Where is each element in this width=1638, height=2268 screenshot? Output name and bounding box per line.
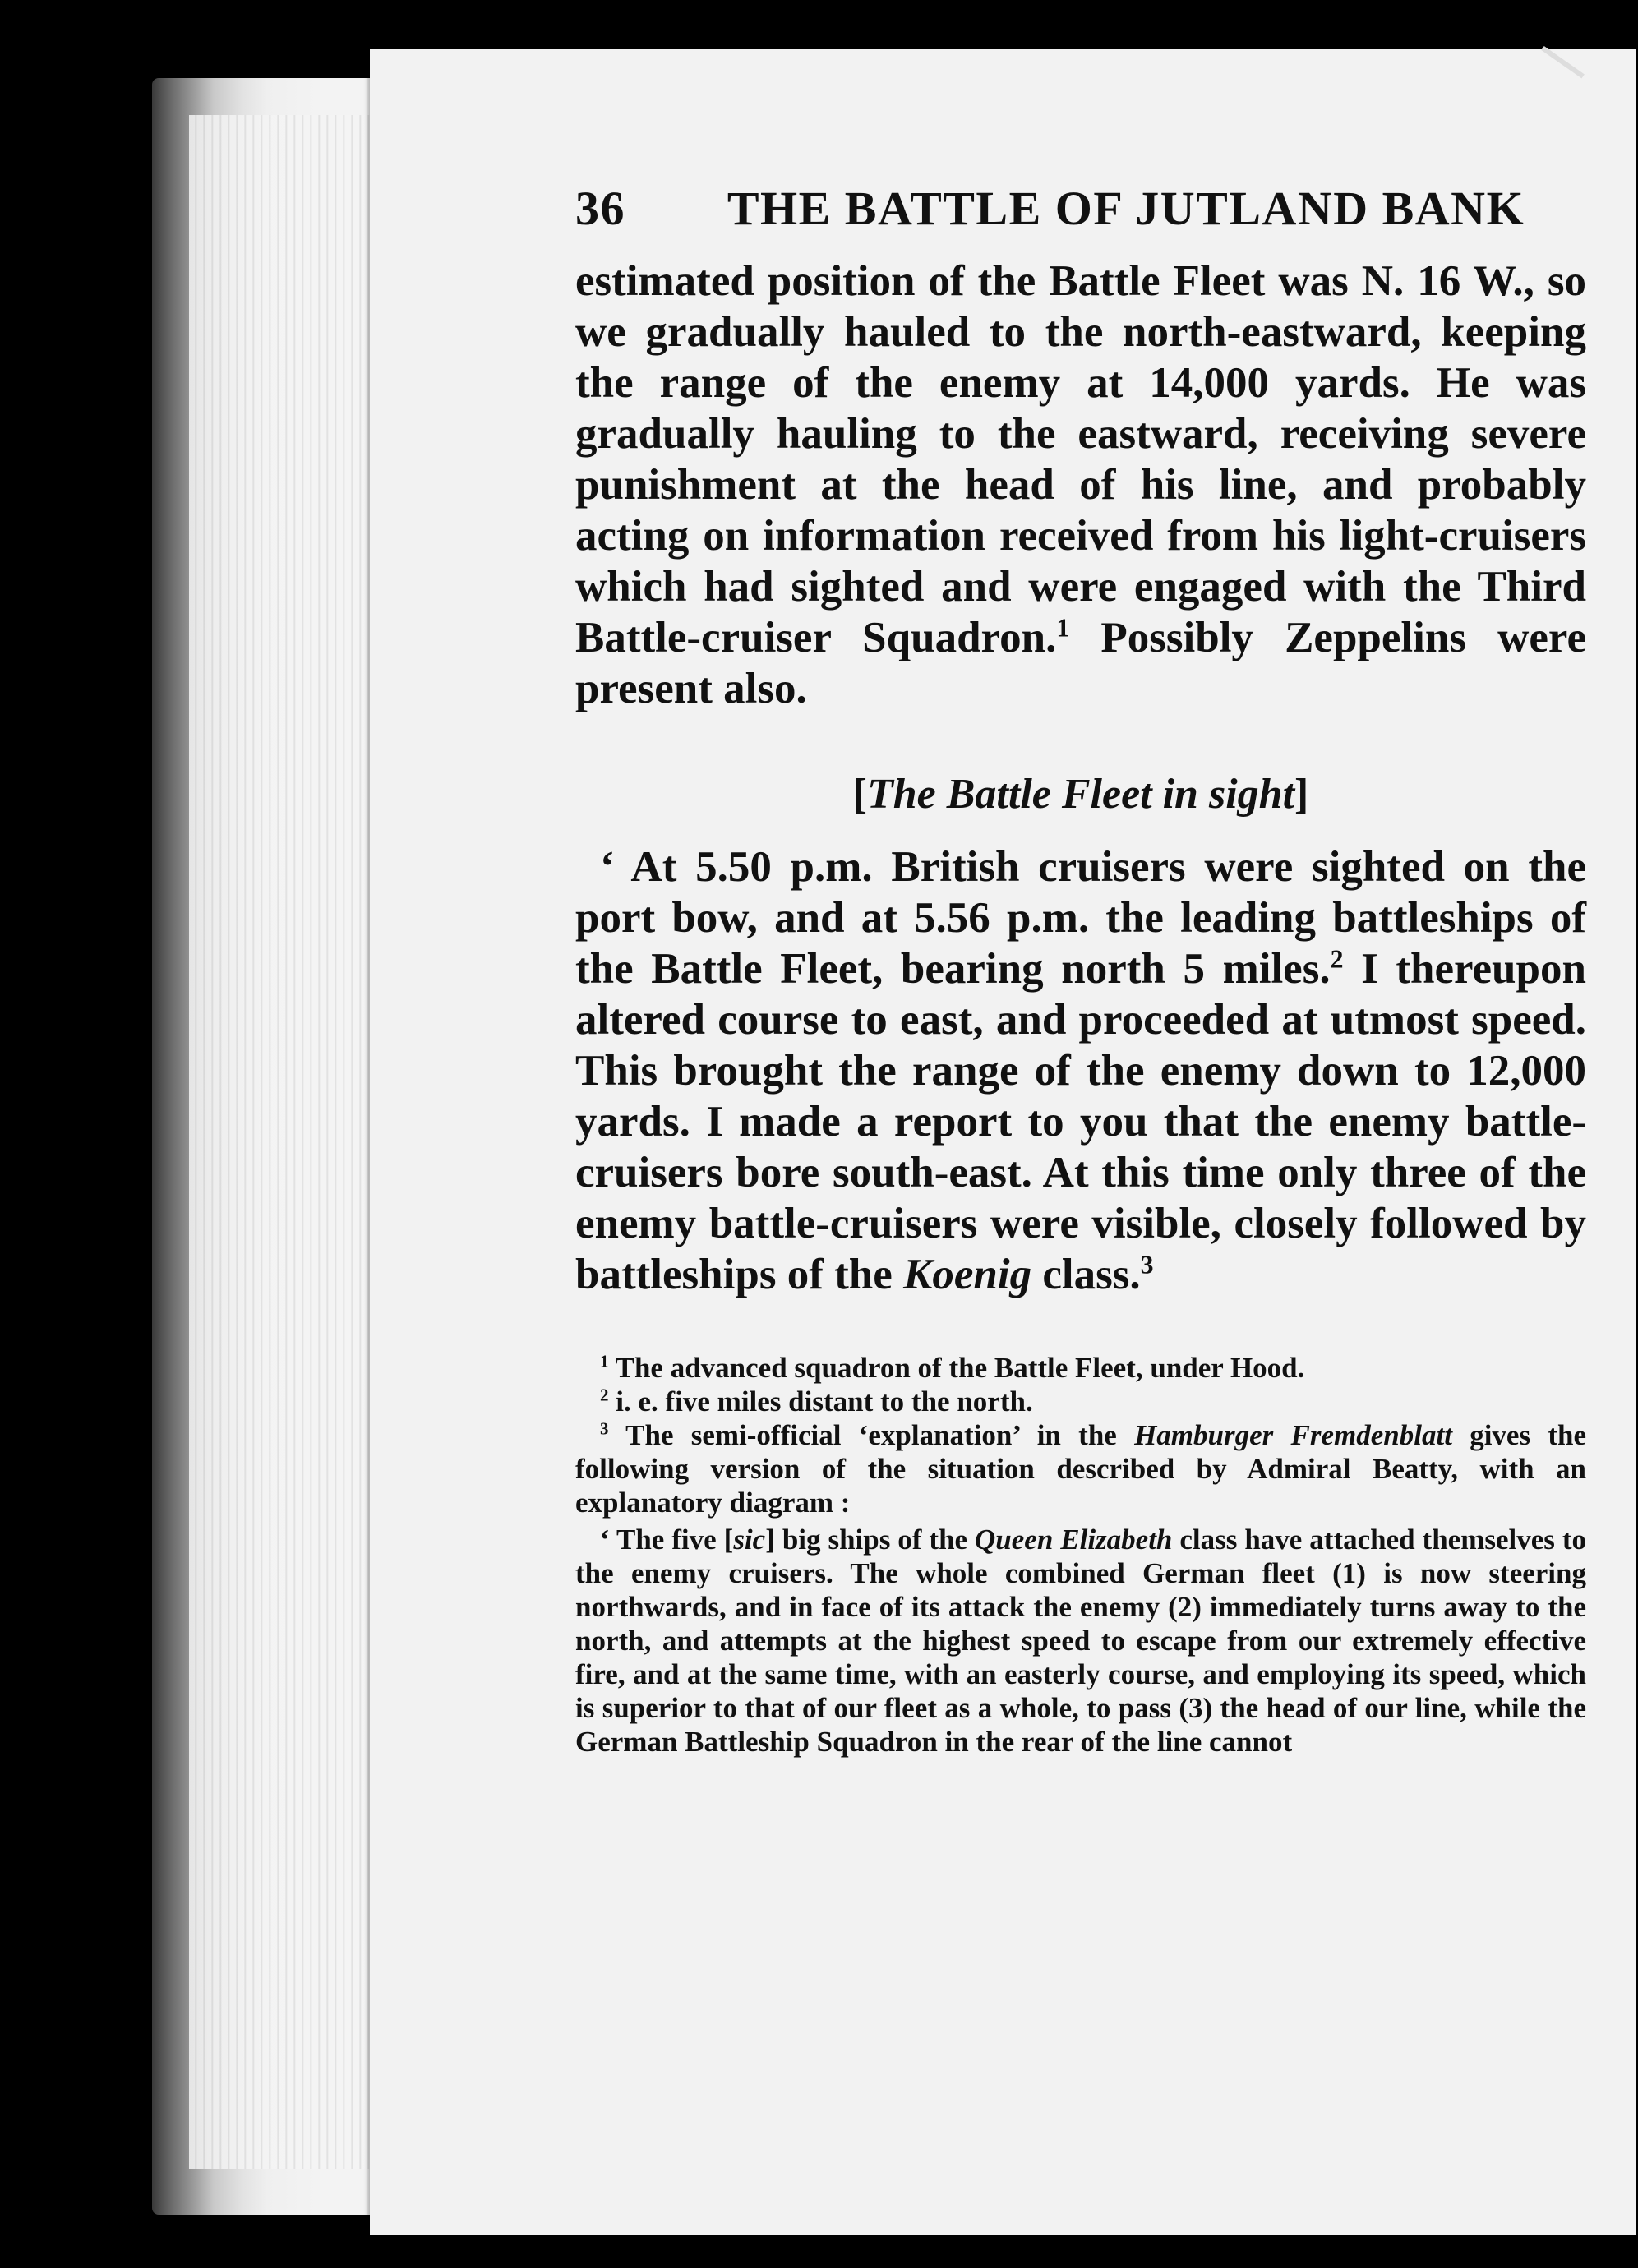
footnote-3-tail: gives the following version of the situation described by Admiral Beatty, with an explanatory diagram : — [575, 1419, 1586, 1519]
quote-text-a: ‘ The five [ — [600, 1524, 734, 1556]
footnote-3 — [575, 1418, 1586, 1519]
paragraph-2-italic: Koenig — [903, 1251, 1032, 1298]
page-content — [575, 181, 1586, 1759]
footnotes — [575, 1351, 1586, 1759]
footnote-3-quote — [575, 1523, 1586, 1759]
running-head — [575, 181, 1586, 236]
quote-text-c: class have attached themselves to the enemy cruisers. The whole combined German fleet (1) is now steering northwards, and in face of its attack the enemy (2) immediately turns away to the north, and attempts at the highest speed to escape from our extremely effective fire, and at the same time, with an easterly course, and employing its speed, which is superior to that of our fleet as a whole, to pass (3) the head of our line, while the German Battleship Squadron in the rear of the line cannot — [575, 1524, 1586, 1758]
footnote-1 — [575, 1351, 1586, 1385]
paragraph-2-end: class. — [1031, 1251, 1141, 1298]
section-heading: [The Battle Fleet in sight] — [852, 771, 1309, 818]
paragraph-2-text: ‘ At 5.50 p.m. British cruisers were sighted on the port bow, and at 5.56 p.m. the leading battleships of the Battle Fleet, bearing north 5 miles. — [575, 843, 1586, 993]
footnote-2 — [575, 1385, 1586, 1418]
page-number: 36 — [575, 182, 625, 235]
section-heading-text: The Battle Fleet in sight — [866, 771, 1295, 818]
footnote-ref-3: 3 — [1140, 1250, 1154, 1279]
footnote-3-italic: Hamburger Fremdenblatt — [1134, 1419, 1452, 1451]
paragraph-1 — [575, 256, 1586, 714]
footnote-3-mark: 3 — [600, 1418, 609, 1439]
running-title: THE BATTLE OF JUTLAND BANK — [727, 182, 1525, 235]
paragraph-2-middle: I thereupon altered course to east, and proceeded at utmost speed. This brought the range of the enemy down to 12,000 yards. I made a report to you that the enemy battle-cruisers bore south-east. At this time only three of the enemy battle-cruisers were visible, closely followed by battleships of the — [575, 945, 1586, 1298]
footnote-2-text: i. e. five miles distant to the north. — [608, 1385, 1033, 1418]
footnote-3-text: The semi-official ‘explanation’ in the — [608, 1419, 1135, 1451]
quote-italic: Queen Elizabeth — [975, 1524, 1173, 1556]
quote-text-b: ] big ships of the — [765, 1524, 976, 1556]
paragraph-1-text: estimated position of the Battle Fleet was N. 16 W., so we gradually hauled to the north-eastward, keeping the range of the enemy at 14,000 yards. He was gradually hauling to the eastward, receiving severe punishment at the head of his line, and probably acting on information received from his light-cruisers which had sighted and were engaged with the Third Battle-cruiser Squadron. — [575, 257, 1586, 662]
footnote-1-mark: 1 — [600, 1351, 609, 1371]
footnote-2-mark: 2 — [600, 1385, 609, 1405]
footnote-1-text: The advanced squadron of the Battle Fleet, under Hood. — [608, 1352, 1305, 1384]
paragraph-2 — [575, 841, 1586, 1300]
footnote-ref-2: 2 — [1330, 944, 1344, 974]
quote-sic: sic — [733, 1524, 766, 1556]
paragraph-1-tail: Possibly Zeppelins were present also. — [575, 614, 1586, 712]
footnote-ref-1: 1 — [1056, 613, 1070, 643]
page-stack-edges — [189, 115, 378, 2169]
